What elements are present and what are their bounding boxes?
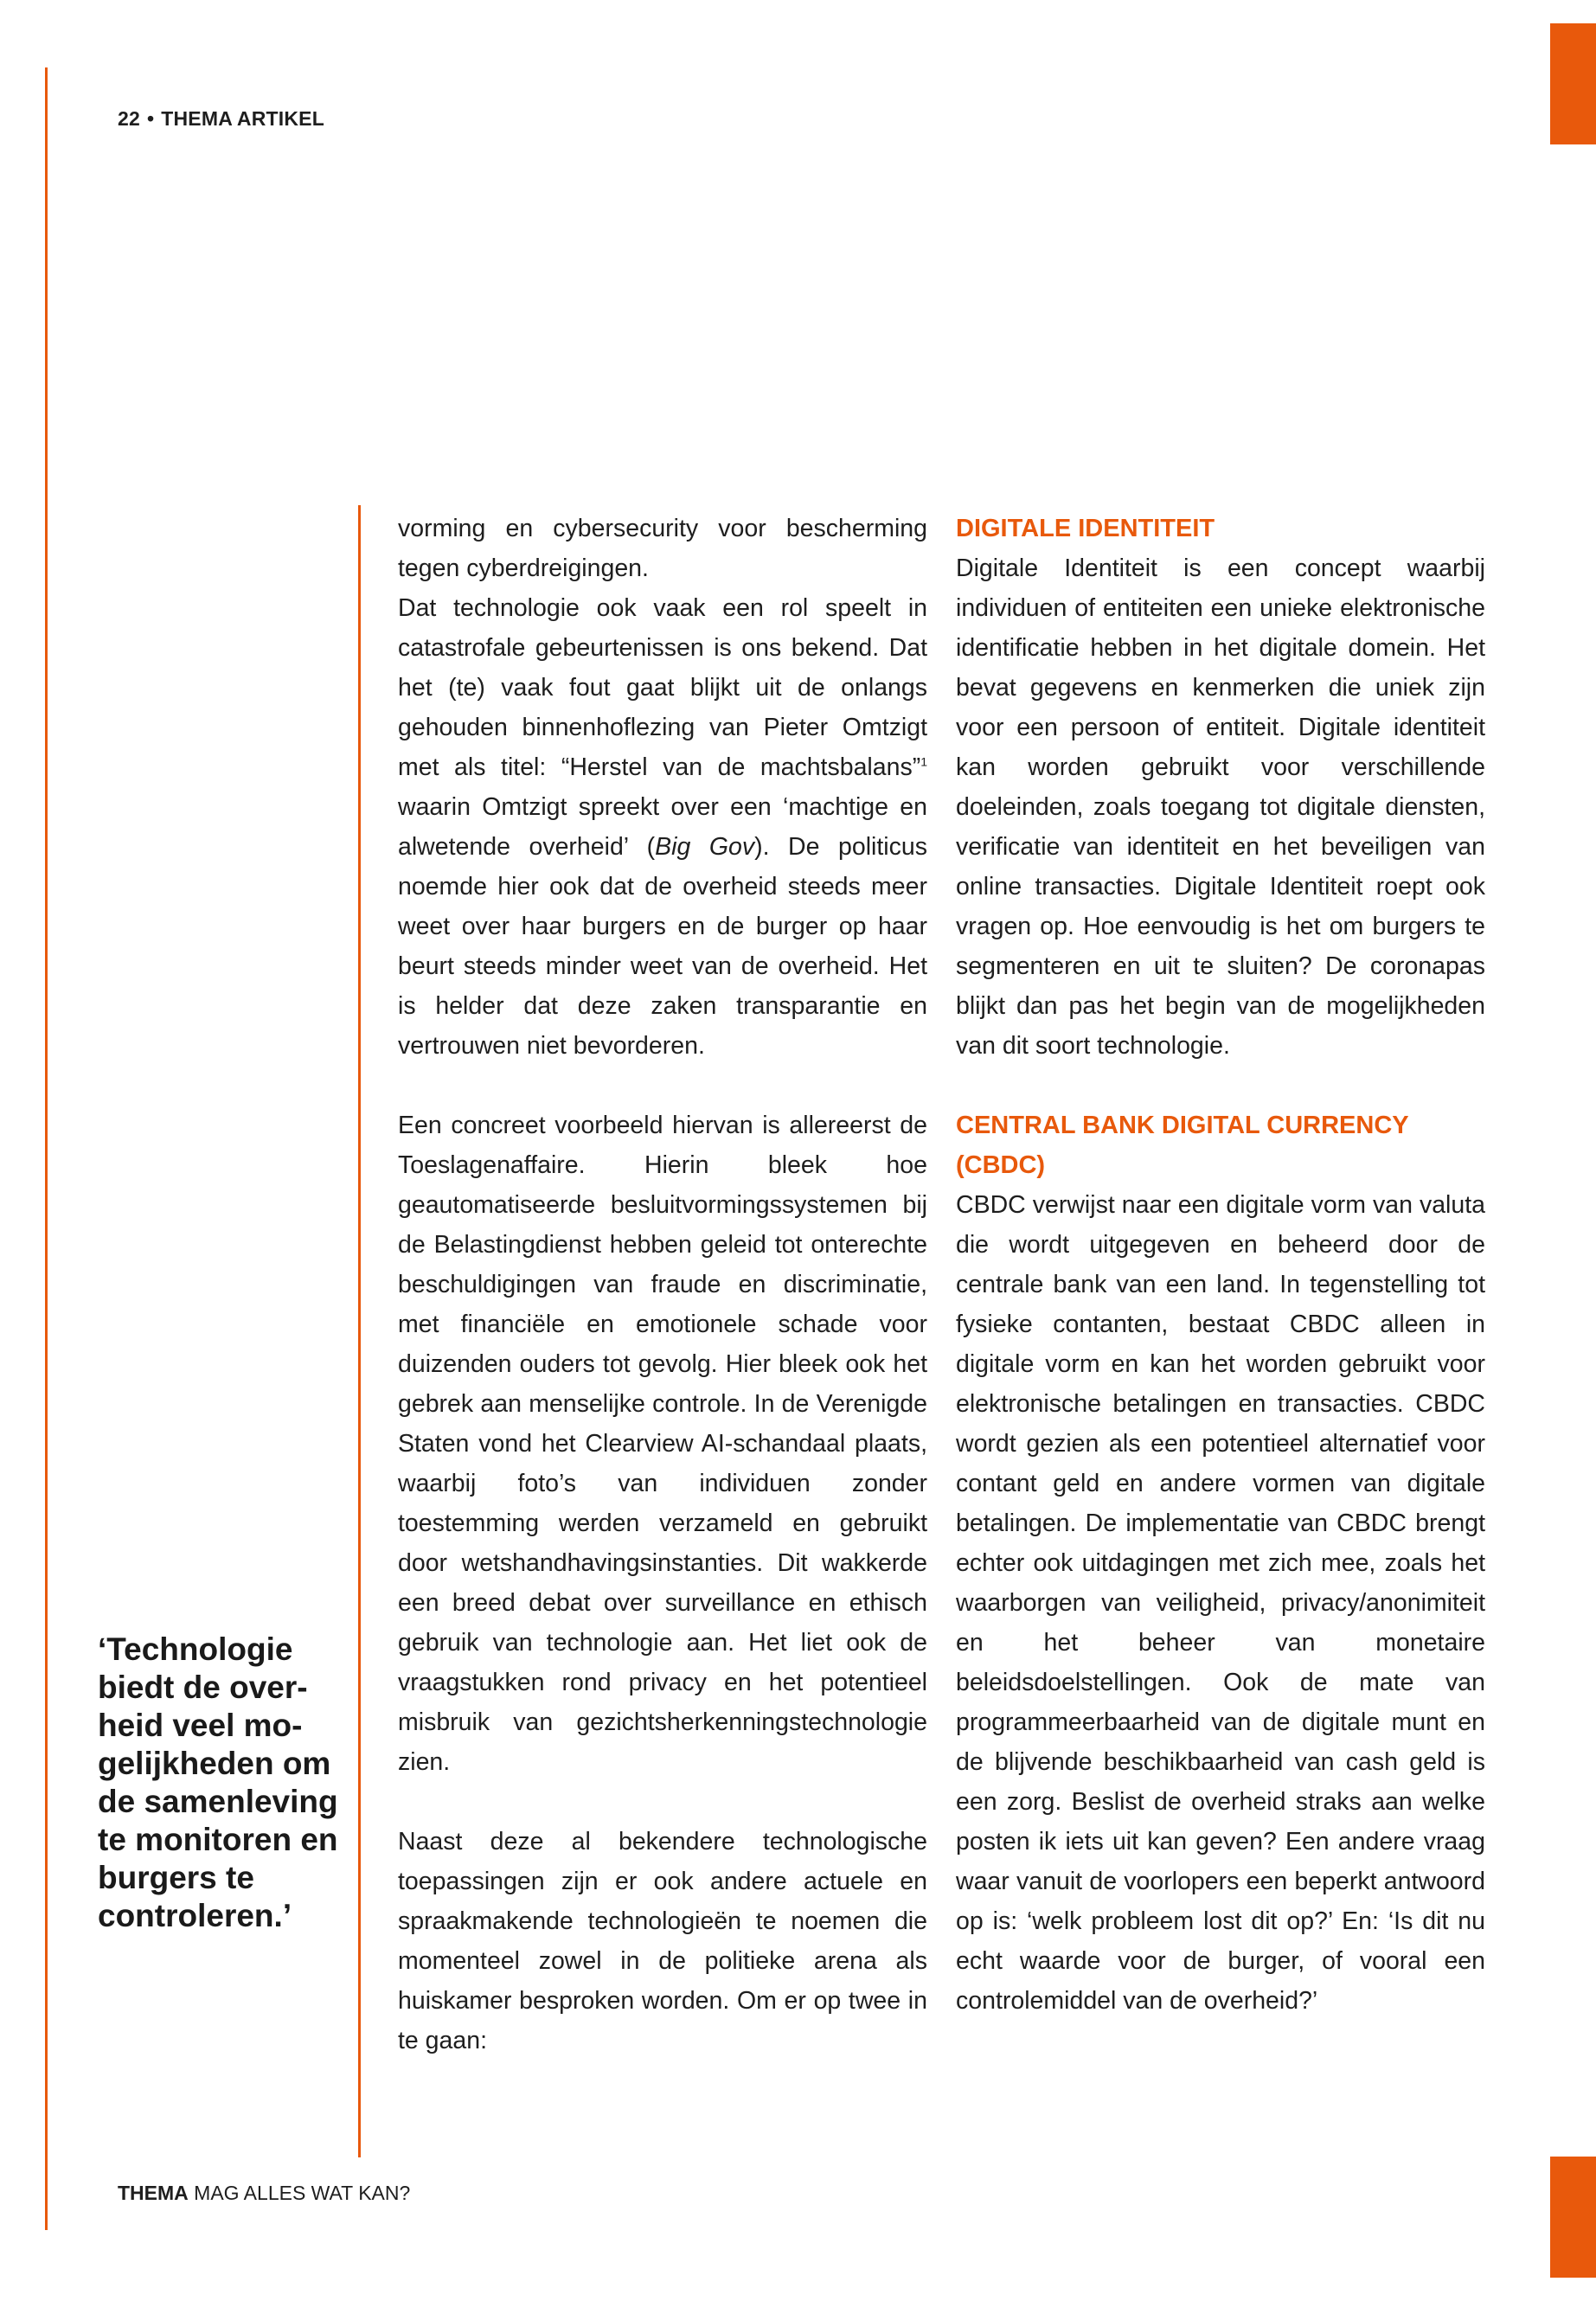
paragraph-text: waarin Omtzigt spreekt over een ‘machtige en alwetende overheid’ ( — [398, 793, 927, 861]
paragraph-text: Dat technologie ook vaak een rol speelt in catastrofale gebeurtenissen is ons bekend. Dat het (te) vaak fout gaat blijkt uit de onlangs gehouden binnenhoflezing van Pieter Omtzigt met als titel: “Herstel van de machtsbalans” — [398, 594, 927, 781]
paragraph: Een concreet voorbeeld hiervan is allereerst de Toeslagenaffaire. Hierin bleek hoe geautomatiseerde besluitvormingssystemen bij de Belastingdienst hebben geleid tot onterechte beschuldigingen van fraude en discriminatie, met financiële en emotionele schade voor duizenden ouders tot gevolg. Hier bleek ook het gebrek aan menselijke controle. In de Verenigde Staten vond het Clearview AI-schandaal plaats, waarbij foto’s van individuen zonder toestemming werden verzameld en gebruikt door wetshandhavingsinstanties. Dit wakkerde een breed debat over surveillance en ethisch gebruik van technologie aan. Het liet ook de vraagstukken rond privacy en het potentieel misbruik van gezichtsherkenningstechnologie zien. — [398, 1112, 927, 1776]
paragraph-text: ). De politicus noemde hier ook dat de overheid steeds meer weet over haar burgers en de burger op haar beurt steeds minder weet van de overheid. Het is helder dat deze zaken transparantie en vertrouwen niet bevorderen. — [398, 833, 927, 1060]
header-separator: • — [146, 107, 155, 130]
section-heading: CENTRAL BANK DIGITAL CURRENCY (CBDC) — [956, 1112, 1409, 1179]
footnote-marker: 1 — [920, 754, 927, 769]
paragraph: Naast deze al bekendere technologische toepassingen zijn er ook andere actuele en spraakmakende technologieën te noemen die momenteel zowel in de politieke arena als huiskamer besproken worden. Om er op twee in te gaan: — [398, 1828, 927, 2054]
footer-title: MAG ALLES WAT KAN? — [194, 2182, 411, 2204]
page-number: 22 — [118, 107, 140, 130]
section-title: THEMA ARTIKEL — [161, 107, 324, 130]
paragraph: vorming en cybersecurity voor bescherming tegen cyberdreigingen. — [398, 515, 927, 582]
page-header — [118, 107, 324, 131]
footer-brand: THEMA — [118, 2182, 189, 2204]
pull-quote: ‘Technologie biedt de over-heid veel mo-gelijkheden om de samenleving te monitoren en burgers te controleren.’ — [98, 1631, 338, 1933]
paragraph: Digitale Identiteit is een concept waarbij individuen of entiteiten een unieke elektronische identificatie hebben in het digitale domein. Het bevat gegevens en kenmerken die uniek zijn voor een persoon of entiteit. Digitale identiteit kan worden gebruikt voor verschillende doeleinden, zoals toegang tot digitale diensten, verificatie van identiteit en het beveiligen van online transacties. Digitale Identiteit roept ook vragen op. Hoe eenvoudig is het om burgers te segmenteren en uit te sluiten? De coronapas blijkt dan pas het begin van de mogelijkheden van dit soort technologie. — [956, 554, 1485, 1060]
page-footer — [118, 2182, 410, 2205]
section-heading: DIGITALE IDENTITEIT — [956, 515, 1215, 542]
margin-rule — [45, 67, 48, 2230]
paragraph: CBDC verwijst naar een digitale vorm van valuta die wordt uitgegeven en beheerd door de centrale bank van een land. In tegenstelling tot fysieke contanten, bestaat CBDC alleen in digitale vorm en kan het worden gebruikt voor elektronische betalingen en transacties. CBDC wordt gezien als een potentieel alternatief voor contant geld en andere vormen van digitale betalingen. De implementatie van CBDC brengt echter ook uitdagingen met zich mee, zoals het waarborgen van veiligheid, privacy/anonimiteit en het beheer van monetaire beleidsdoelstellingen. Ook de mate van programmeerbaarheid van de digitale munt en de blijvende beschikbaarheid van cash geld is een zorg. Beslist de overheid straks aan welke posten ik iets uit kan geven? Een andere vraag waar vanuit de voorlopers een beperkt antwoord op is: ‘welk probleem lost dit op?’ En: ‘Is dit nu echt waarde voor de burger, of vooral een controlemiddel van de overheid?’ — [956, 1191, 1485, 2015]
article-column-left — [398, 509, 927, 2061]
article-column-right — [956, 509, 1485, 2021]
paragraph — [398, 588, 927, 1066]
column-rule — [358, 505, 361, 2157]
orange-tab-bottom — [1550, 2157, 1596, 2278]
orange-tab-top — [1550, 23, 1596, 144]
italic-term: Big Gov — [655, 833, 755, 861]
